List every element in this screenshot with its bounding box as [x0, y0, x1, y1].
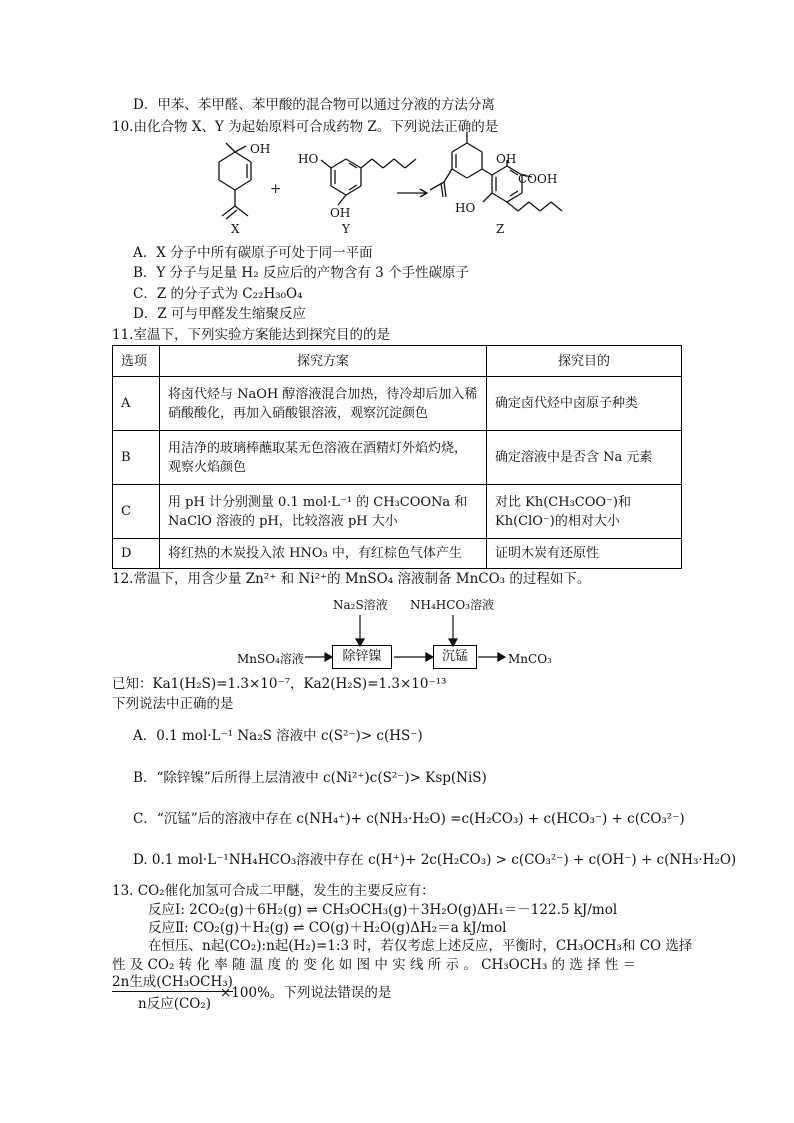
q10-option-c: C．Z 的分子式为 C₂₂H₃₀O₄ — [133, 286, 303, 302]
q10-stem: 10.由化合物 X、Y 为起始原料可合成药物 Z。下列说法正确的是 — [112, 119, 499, 135]
q12-known: 已知：Ka1(H₂S)=1.3×10⁻⁷，Ka2(H₂S)=1.3×10⁻¹³ — [112, 676, 447, 692]
q13-fraction-numerator: 2n生成(CH₃OCH₃) — [112, 974, 233, 990]
header-option: 选项 — [113, 346, 160, 377]
q13-fraction-denominator: n反应(CO₂) — [138, 996, 212, 1012]
z-ho-label: HO — [455, 201, 476, 215]
q13-reaction-1: 反应Ⅰ: 2CO₂(g)＋6H₂(g) ⇌ CH₃OCH₃(g)＋3H₂O(g)ΔH₁＝－122.5 kJ/mol — [148, 902, 618, 918]
row-option: B — [113, 431, 160, 485]
flow-product: MnCO₃ — [508, 652, 552, 666]
row-option: D — [113, 539, 160, 569]
q11-stem: 11.室温下，下列实验方案能达到探究目的的是 — [112, 327, 390, 343]
y-oh-label: OH — [330, 206, 351, 220]
q12-option-a: A．0.1 mol·L⁻¹ Na₂S 溶液中 c(S²⁻)> c(HS⁻) — [133, 728, 423, 744]
z-cooh-label: COOH — [518, 172, 558, 186]
x-oh-label: OH — [250, 142, 271, 156]
y-ho-label: HO — [298, 152, 319, 166]
flow-start: MnSO₄溶液 — [237, 652, 304, 666]
row-plan: 将红热的木炭投入浓 HNO₃ 中，有红棕色气体产生 — [160, 539, 487, 569]
flow-step-remove-zn-ni: 除锌镍 — [332, 645, 392, 669]
flow-input-nh4hco3: NH₄HCO₃溶液 — [410, 598, 495, 612]
header-plan: 探究方案 — [160, 346, 487, 377]
row-plan: 用洁净的玻璃棒蘸取某无色溶液在酒精灯外焰灼烧，观察火焰颜色 — [160, 431, 487, 485]
q12-ask: 下列说法中正确的是 — [112, 696, 234, 712]
q12-option-b: B．“除锌镍”后所得上层清液中 c(Ni²⁺)c(S²⁻)> Ksp(NiS) — [133, 770, 487, 786]
q12-option-d: D. 0.1 mol·L⁻¹NH₄HCO₃溶液中存在 c(H⁺)+ 2c(H₂CO₃) > c(CO₃²⁻) + c(OH⁻) + c(NH₃·H₂O) — [133, 852, 737, 868]
row-option: A — [113, 377, 160, 431]
q10-option-d: D．Z 可与甲醛发生缩聚反应 — [133, 306, 306, 322]
z-label: Z — [496, 222, 505, 236]
q13-para-line1: 在恒压、n起(CO₂):n起(H₂)=1:3 时，若仅考虑上述反应，平衡时，CH₃OCH₃和 CO 选择 — [148, 938, 693, 954]
q10-option-b: B．Y 分子与足量 H₂ 反应后的产物含有 3 个手性碳原子 — [133, 265, 470, 281]
q13-reaction-2: 反应Ⅱ: CO₂(g)＋H₂(g) ⇌ CO(g)＋H₂O(g)ΔH₂＝a kJ/mol — [148, 920, 507, 936]
q12-option-c: C．“沉锰”后的溶液中存在 c(NH₄⁺)+ c(NH₃·H₂O) =c(H₂CO₃) + c(HCO₃⁻) + c(CO₃²⁻) — [133, 811, 685, 827]
x-label: X — [231, 222, 240, 236]
y-label: Y — [342, 222, 350, 236]
row-goal: 证明木炭有还原性 — [487, 539, 682, 569]
q13-fraction-tail: ×100%。下列说法错误的是 — [220, 985, 392, 1001]
q13-para-line2: 性 及 CO₂ 转 化 率 随 温 度 的 变 化 如 图 中 实 线 所 示 。 CH₃OCH₃ 的 选 择 性 ＝ — [112, 957, 637, 973]
q13-stem: 13. CO₂催化加氢可合成二甲醚，发生的主要反应有： — [112, 883, 435, 899]
row-plan: 用 pH 计分别测量 0.1 mol·L⁻¹ 的 CH₃COONa 和 NaClO 溶液的 pH，比较溶液 pH 大小 — [160, 485, 487, 539]
row-goal: 确定卤代烃中卤原子种类 — [487, 377, 682, 431]
row-goal: 对比 Kh(CH₃COO⁻)和 Kh(ClO⁻)的相对大小 — [487, 485, 682, 539]
row-plan: 将卤代烃与 NaOH 醇溶液混合加热，待冷却后加入稀硝酸酸化，再加入硝酸银溶液，观察沉淀颜色 — [160, 377, 487, 431]
row-option: C — [113, 485, 160, 539]
flow-step-precipitate-mn: 沉锰 — [433, 645, 477, 669]
q12-stem: 12.常温下，用含少量 Zn²⁺ 和 Ni²⁺的 MnSO₄ 溶液制备 MnCO₃ 的过程如下。 — [112, 571, 591, 587]
q10-option-a: A．X 分子中所有碳原子可处于同一平面 — [133, 245, 373, 261]
z-oh-label: OH — [496, 152, 517, 166]
flow-input-na2s: Na₂S溶液 — [333, 598, 388, 612]
header-goal: 探究目的 — [487, 346, 682, 377]
q9-option-d: D．甲苯、苯甲醛、苯甲酸的混合物可以通过分液的方法分离 — [133, 97, 495, 113]
plus-sign: + — [270, 181, 282, 197]
row-goal: 确定溶液中是否含 Na 元素 — [487, 431, 682, 485]
